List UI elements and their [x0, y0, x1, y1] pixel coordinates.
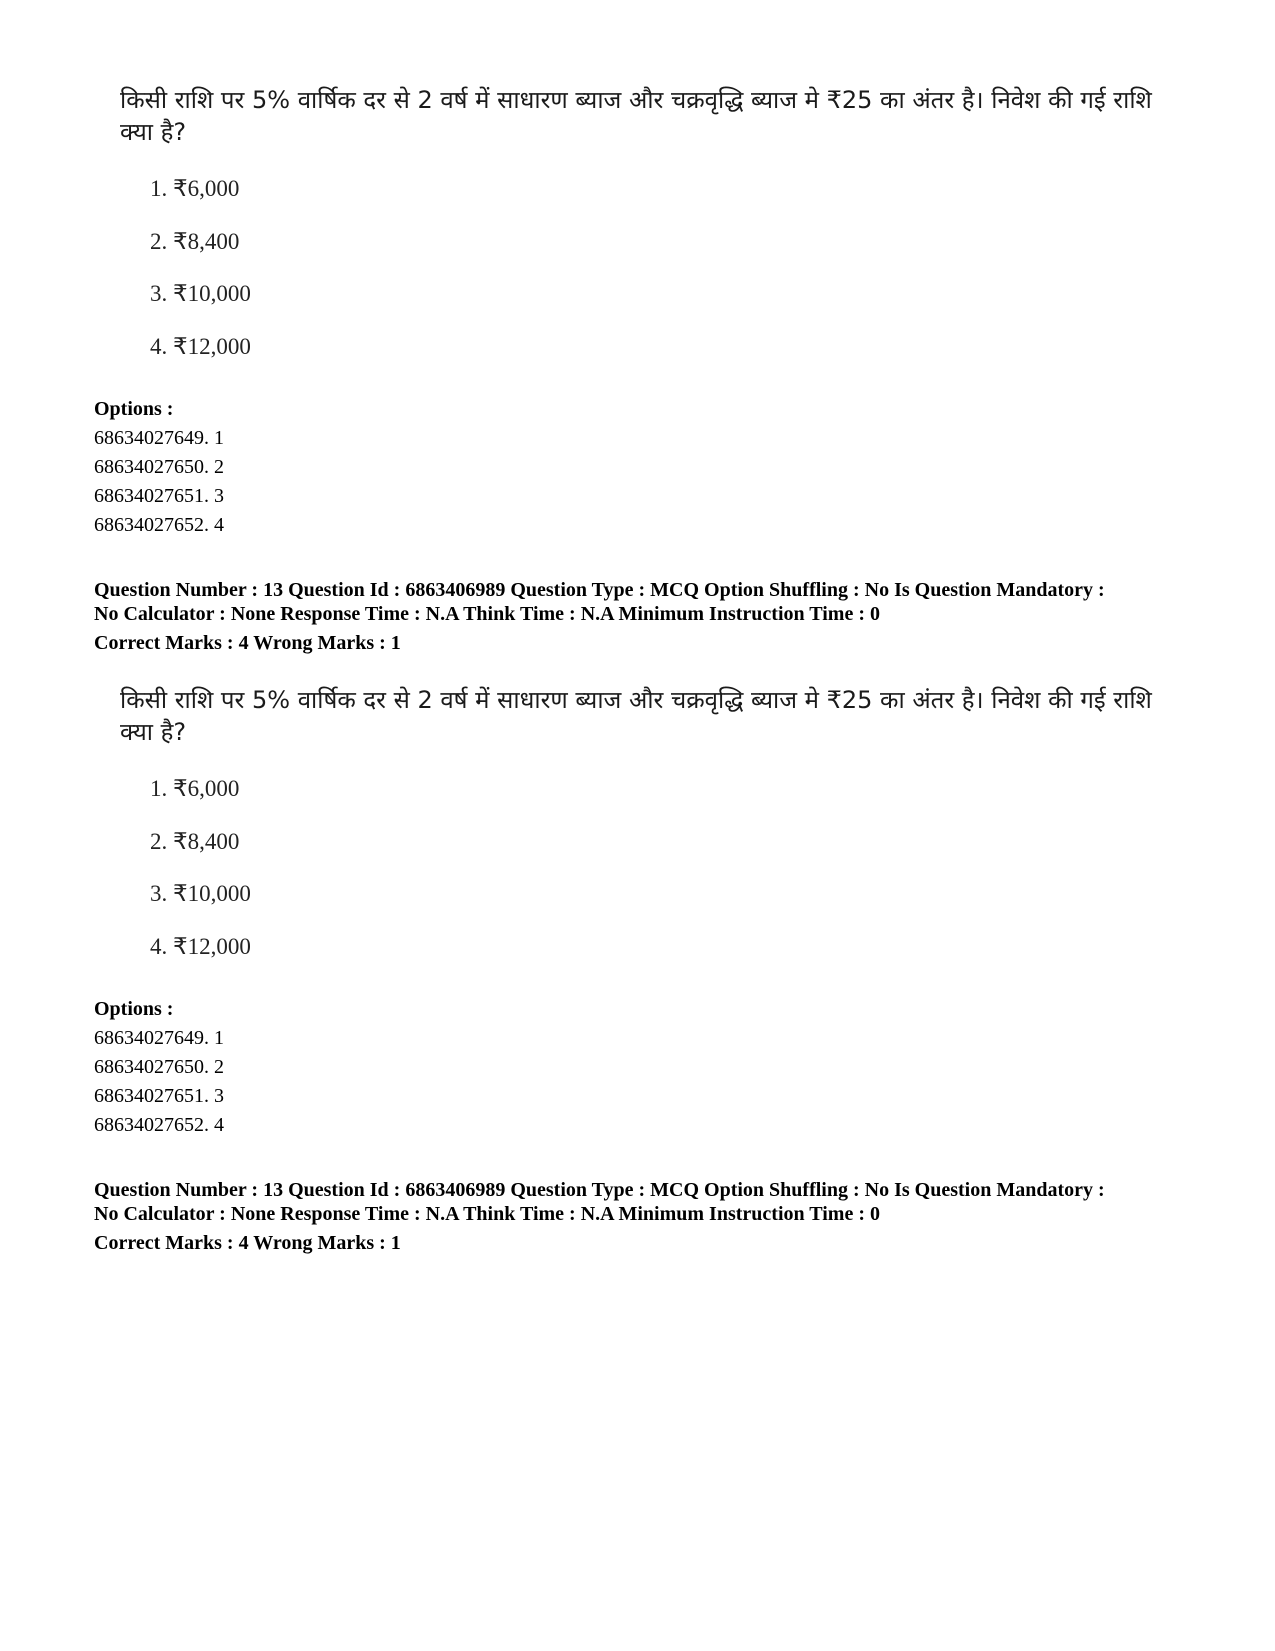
question-meta-line: No Calculator : None Response Time : N.A Think Time : N.A Minimum Instruction Time : 0	[94, 1203, 880, 1225]
choice-item: 4. ₹12,000	[150, 934, 251, 959]
marks-line: Correct Marks : 4 Wrong Marks : 1	[94, 632, 401, 654]
question-meta	[94, 578, 1224, 626]
question-meta	[94, 1178, 1224, 1226]
question-meta-line: Question Number : 13 Question Id : 6863406989 Question Type : MCQ Option Shuffling : No Is Question Mandatory :	[94, 579, 1105, 601]
choice-item: 3. ₹10,000	[150, 281, 251, 306]
choice-item: 2. ₹8,400	[150, 229, 240, 254]
marks-line: Correct Marks : 4 Wrong Marks : 1	[94, 1232, 401, 1254]
choice-item: 2. ₹8,400	[150, 829, 240, 854]
option-row: 68634027649. 1	[94, 427, 224, 449]
question-text: किसी राशि पर 5% वार्षिक दर से 2 वर्ष में साधारण ब्याज और चक्रवृद्धि ब्याज मे ₹25 का अंतर है। निवेश की गई राशि क्या है?	[120, 86, 1152, 146]
choice-item: 1. ₹6,000	[150, 776, 240, 801]
choice-item: 3. ₹10,000	[150, 881, 251, 906]
question-text: किसी राशि पर 5% वार्षिक दर से 2 वर्ष में साधारण ब्याज और चक्रवृद्धि ब्याज मे ₹25 का अंतर है। निवेश की गई राशि क्या है?	[120, 686, 1152, 746]
option-row: 68634027652. 4	[94, 514, 224, 536]
choice-item: 4. ₹12,000	[150, 334, 251, 359]
option-row: 68634027650. 2	[94, 1056, 224, 1078]
option-row: 68634027649. 1	[94, 1027, 224, 1049]
option-row: 68634027652. 4	[94, 1114, 224, 1136]
question-meta-line: No Calculator : None Response Time : N.A Think Time : N.A Minimum Instruction Time : 0	[94, 603, 880, 625]
question-meta-line: Question Number : 13 Question Id : 6863406989 Question Type : MCQ Option Shuffling : No Is Question Mandatory :	[94, 1179, 1105, 1201]
options-label: Options :	[94, 998, 174, 1020]
option-row: 68634027650. 2	[94, 456, 224, 478]
option-row: 68634027651. 3	[94, 485, 224, 507]
options-label: Options :	[94, 398, 174, 420]
choice-item: 1. ₹6,000	[150, 176, 240, 201]
option-row: 68634027651. 3	[94, 1085, 224, 1107]
